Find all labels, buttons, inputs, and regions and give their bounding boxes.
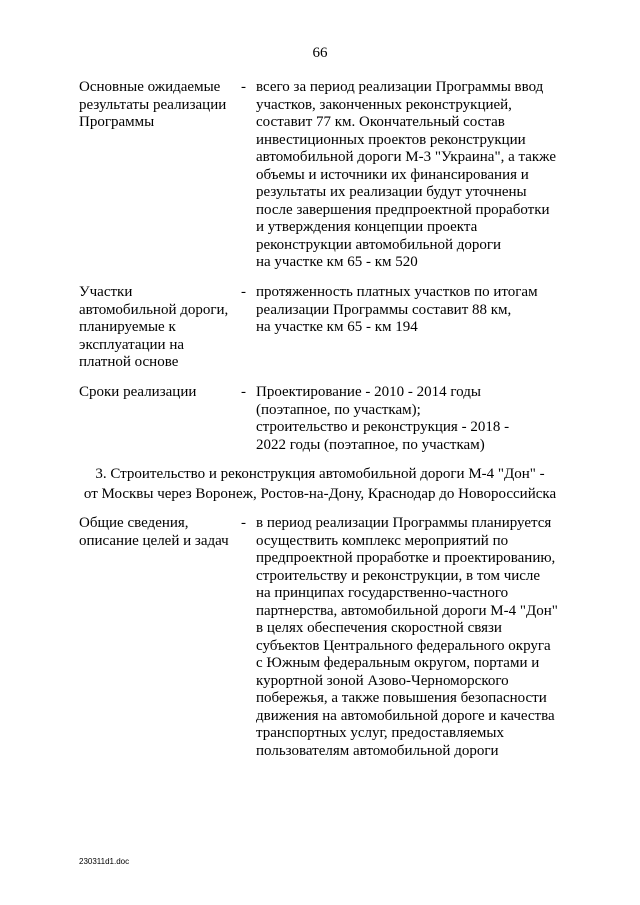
row-dash: -: [241, 384, 246, 400]
row-label: Сроки реализации: [79, 384, 197, 400]
row-label: Основные ожидаемые результаты реализации Программы: [79, 79, 227, 130]
row-dash: -: [241, 515, 246, 531]
section-heading: 3. Строительство и реконструкция автомобильной дороги М-4 "Дон" - от Москвы через Воронеж, Ростов-на-Дону, Краснодар до Новороссийска: [83, 466, 557, 502]
row-dash: -: [241, 79, 246, 95]
row-value: всего за период реализации Программы ввод участков, законченных реконструкцией, составит 77 км. Окончательный состав инвестиционных проектов реконструкции автомобильной дороги М-3 "Украина", а также объемы и источники их финансирования и результаты их реализации будут уточнены после завершения предпроектной проработки и утверждения концепции проекта реконструкции автомобильной дороги на участке км 65 - км 520: [256, 79, 556, 270]
row-value: Проектирование - 2010 - 2014 годы (поэтапное, по участкам); строительство и реконструкция - 2018 - 2022 годы (поэтапное, по участкам): [256, 384, 510, 453]
row-label: Участки автомобильной дороги, планируемые к эксплуатации на платной основе: [79, 284, 229, 370]
row-label: Общие сведения, описание целей и задач: [79, 515, 229, 549]
file-name-footer: 230311d1.doc: [79, 857, 130, 866]
page-number: 66: [312, 45, 328, 61]
row-dash: -: [241, 284, 246, 300]
row-value: протяженность платных участков по итогам реализации Программы составит 88 км, на участке км 65 - км 194: [256, 284, 538, 335]
row-value: в период реализации Программы планируется осуществить комплекс мероприятий по предпроектной проработке и проектированию, строительству и реконструкции, в том числе на принципах государственно-частного партнерства, автомобильной дороги М-4 "Дон" в целях обеспечения скоростной связи субъектов Центрального федерального округа с Южным федеральным округом, портами и курортной зоной Азово-Черноморского побережья, а также повышения безопасности движения на автомобильной дороге и качества транспортных услуг, предоставляемых пользователям автомобильной дороги: [256, 515, 558, 759]
